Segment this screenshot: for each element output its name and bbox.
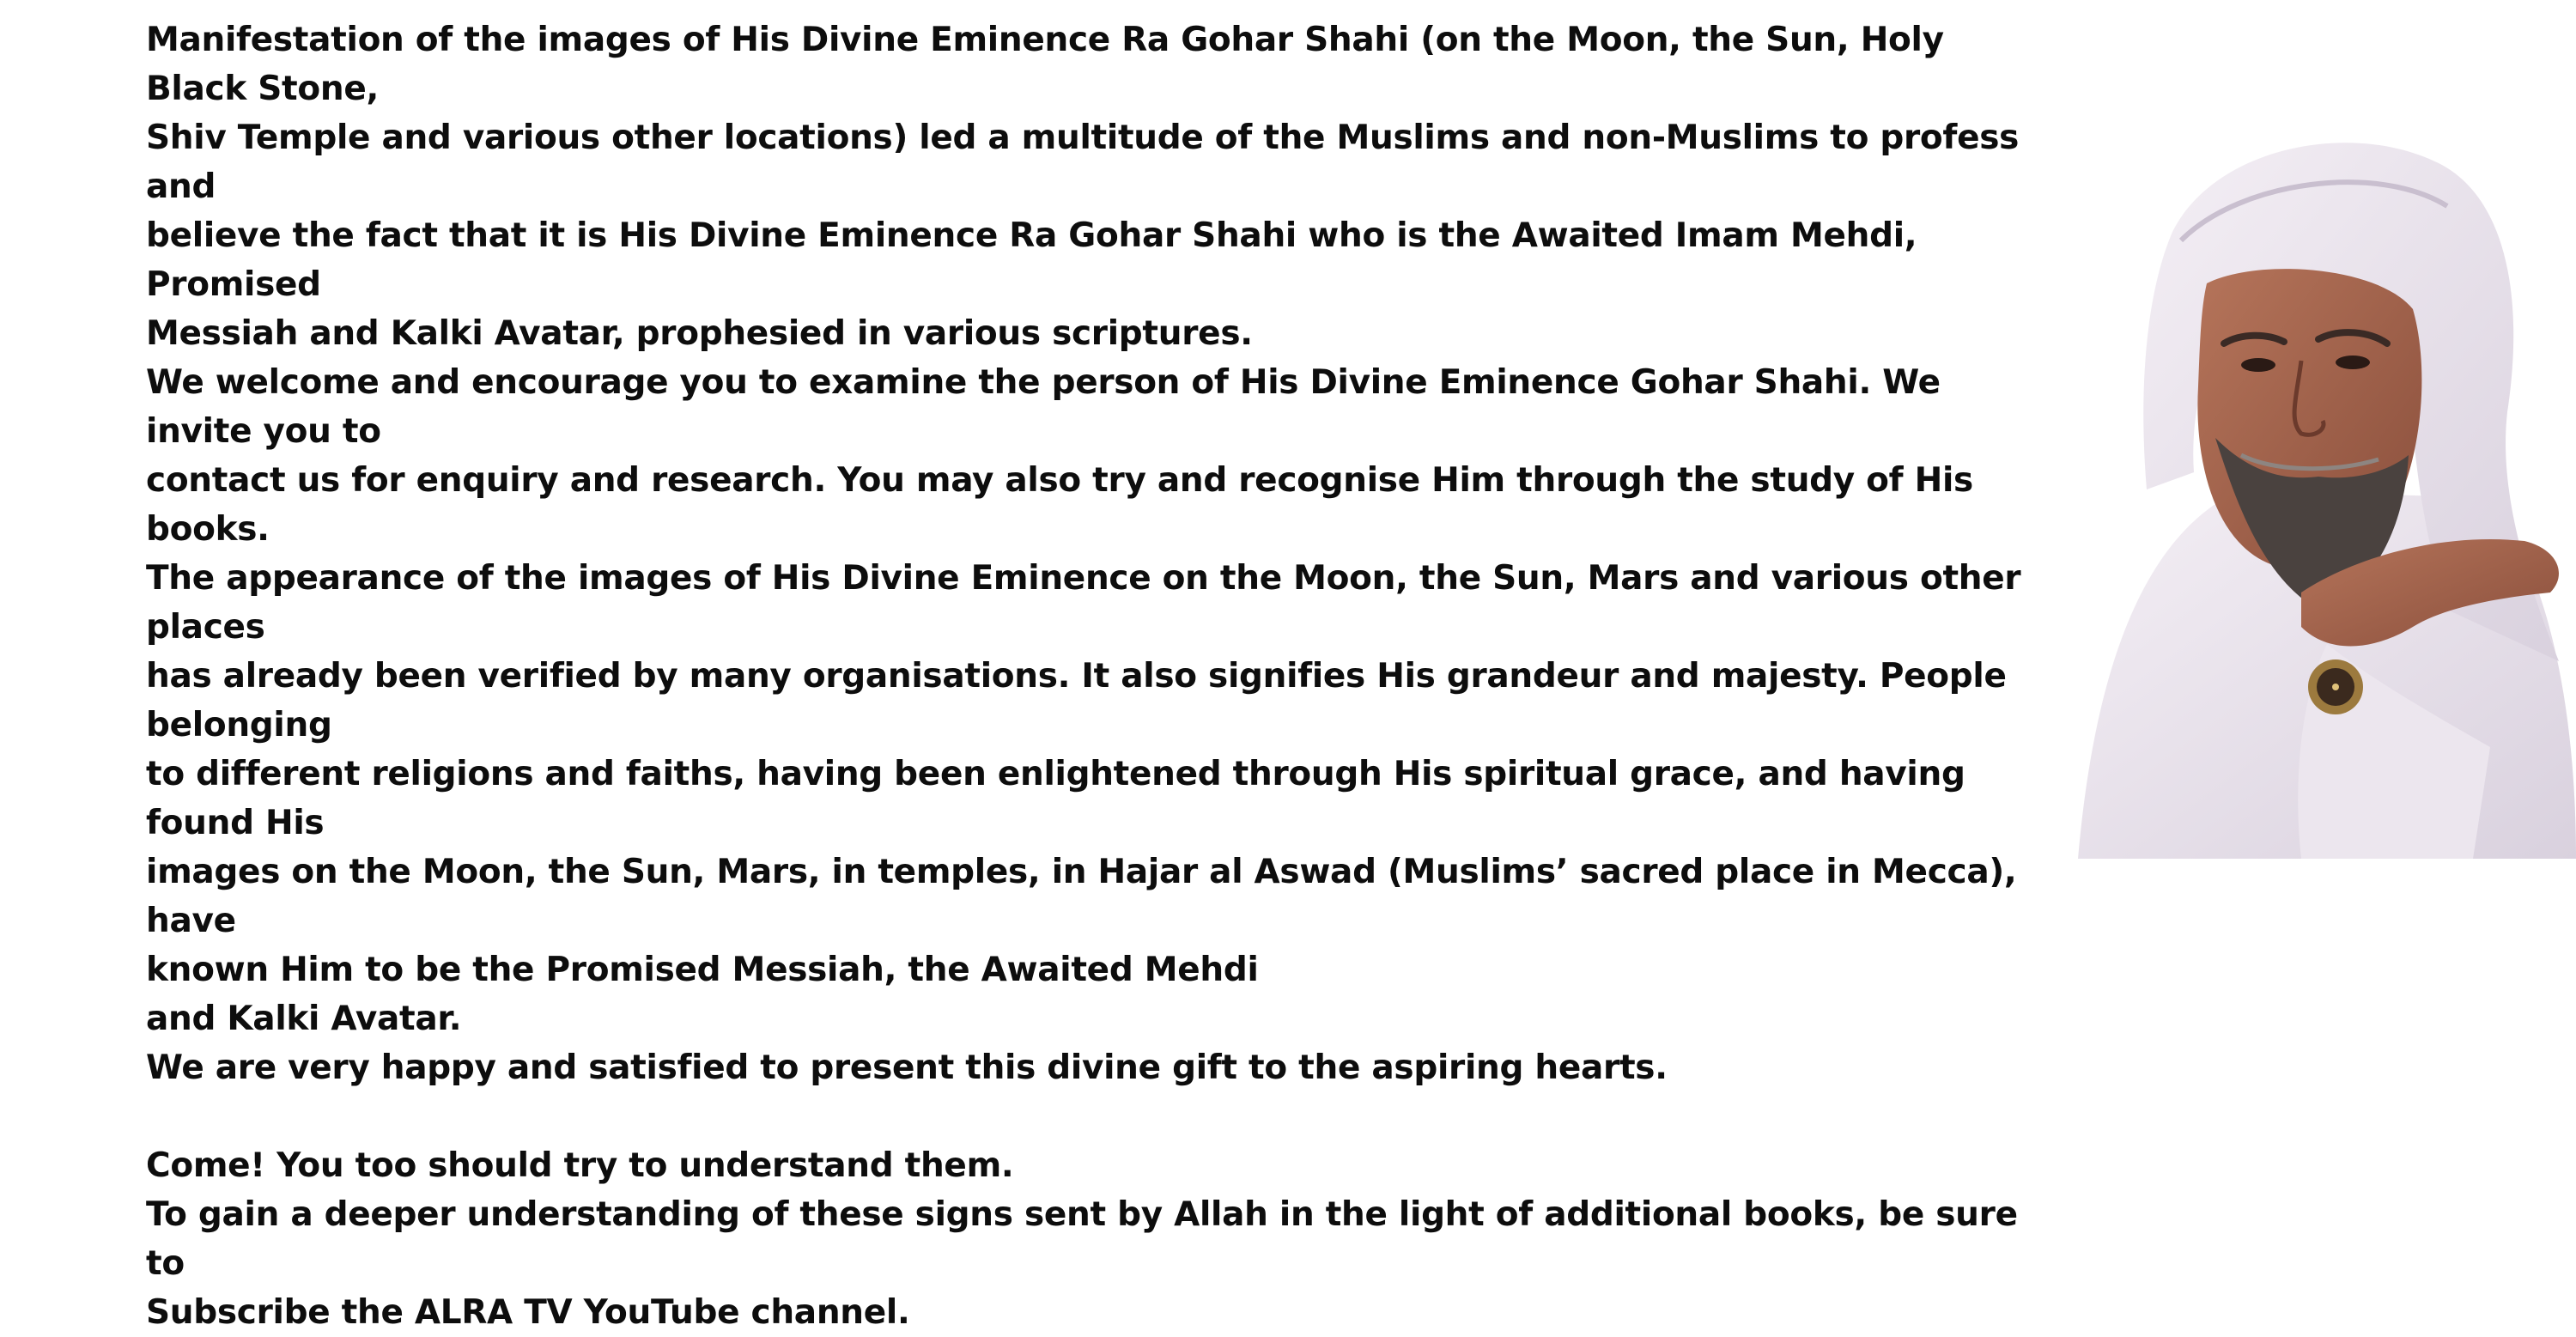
main-text [146, 15, 2035, 1337]
paragraph-come: Come! You too should try to understand them. [146, 1146, 1014, 1185]
paragraph-appearance: The appearance of the images of His Divine Eminence on the Moon, the Sun, Mars and various other places has already been verified by many organisations. It also signifies His grandeur and majesty. People belonging to different religions and faiths, having been enlightened through His spiritual grace, and having found His images on the Moon, the Sun, Mars, in temples, in Hajar al Aswad (Muslims’ sacred place in Mecca), have known Him to be the Promised Messiah, the Awaited Mehdi and Kalki Avatar. [146, 559, 2021, 1038]
paragraph-manifestation: Manifestation of the images of His Divine Eminence Ra Gohar Shahi (on the Moon, the Sun, Holy Black Stone, Shiv Temple and various other locations) led a multitude of the Muslims and non-Muslims to profess and believe the fact that it is His Divine Eminence Ra Gohar Shahi who is the Awaited Imam Mehdi, Promised Messiah and Kalki Avatar, prophesied in various scriptures. [146, 21, 2020, 353]
paragraph-spacer [146, 1092, 2035, 1141]
paragraph-welcome: We welcome and encourage you to examine the person of His Divine Eminence Gohar Shahi. We invite you to contact us for enquiry and research. You may also try and recognise Him through the study of His books. [146, 363, 1973, 549]
portrait-illustration [2044, 129, 2576, 859]
portrait-photo [2044, 129, 2576, 859]
paragraph-gift: We are very happy and satisfied to present this divine gift to the aspiring hearts. [146, 1048, 1668, 1087]
paragraph-subscribe: To gain a deeper understanding of these signs sent by Allah in the light of additional books, be sure to Subscribe the ALRA TV YouTube channel. [146, 1195, 2018, 1332]
